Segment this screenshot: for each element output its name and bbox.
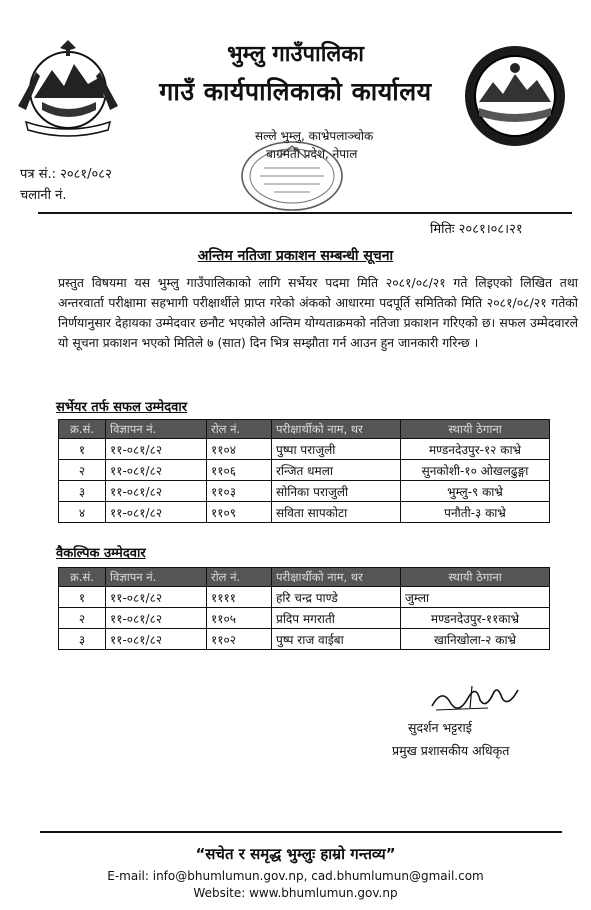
reference-number: पत्र सं.: २०८१/०८२ xyxy=(20,167,112,182)
notice-subject xyxy=(0,246,591,265)
cell-address: मण्डनदेउपुर-११काभ्रे xyxy=(401,608,550,629)
cell-ad-no: ११-०८१/८२ xyxy=(106,608,207,629)
cell-address: सुनकोशी-१० ओखलढुङ्गा xyxy=(401,460,550,481)
table-row xyxy=(59,608,550,629)
cell-roll-no: ११०५ xyxy=(207,608,272,629)
cell-ad-no: ११-०८१/८२ xyxy=(106,587,207,608)
header-divider xyxy=(38,212,572,214)
cell-sn: १ xyxy=(59,587,106,608)
cell-name: रन्जित धमला xyxy=(272,460,401,481)
cell-name: हरि चन्द्र पाण्डे xyxy=(272,587,401,608)
notice-date: मितिः २०८१।०८।२१ xyxy=(430,222,523,237)
cell-ad-no: ११-०८१/८२ xyxy=(106,629,207,650)
org-name-line2: गाउँ कार्यपालिकाको कार्यालय xyxy=(159,77,432,106)
signatory-name: सुदर्शन भट्टराई xyxy=(408,720,472,735)
cell-address: भुम्लु-९ काभ्रे xyxy=(401,481,550,502)
col-header-sn: क्र.सं. xyxy=(59,420,106,439)
col-header-ad-no: विज्ञापन नं. xyxy=(106,420,207,439)
table-header-row xyxy=(59,568,550,587)
signatory-position: प्रमुख प्रशासकीय अधिकृत xyxy=(392,743,510,758)
notice-subject-text: अन्तिम नतिजा प्रकाशन सम्बन्धी सूचना xyxy=(197,248,394,264)
cell-roll-no: ११०३ xyxy=(207,481,272,502)
alternate-candidates-table xyxy=(58,567,550,650)
cell-ad-no: ११-०८१/८२ xyxy=(106,439,207,460)
cell-ad-no: ११-०८१/८२ xyxy=(106,502,207,523)
office-stamp-seal xyxy=(238,138,346,214)
footer-slogan: “सचेत र समृद्ध भुम्लुः हाम्रो गन्तव्य” xyxy=(195,845,396,863)
cell-name: सोनिका पराजुली xyxy=(272,481,401,502)
cell-roll-no: ११०६ xyxy=(207,460,272,481)
cell-roll-no: ११११ xyxy=(207,587,272,608)
cell-roll-no: ११०२ xyxy=(207,629,272,650)
col-header-sn: क्र.सं. xyxy=(59,568,106,587)
cell-sn: ३ xyxy=(59,481,106,502)
cell-roll-no: ११०९ xyxy=(207,502,272,523)
successful-section-title: सर्भेयर तर्फ सफल उम्मेदवार xyxy=(56,400,188,415)
cell-address: खानिखोला-२ काभ्रे xyxy=(401,629,550,650)
cell-sn: २ xyxy=(59,460,106,481)
cell-name: सविता सापकोटा xyxy=(272,502,401,523)
table-row xyxy=(59,460,550,481)
table-row xyxy=(59,481,550,502)
cell-name: पुष्पा पराजुली xyxy=(272,439,401,460)
cell-name: पुष्प राज वाईबा xyxy=(272,629,401,650)
col-header-name: परीक्षार्थीको नाम, थर xyxy=(272,568,401,587)
table-row xyxy=(59,587,550,608)
handwritten-signature xyxy=(428,680,524,716)
table-header-row xyxy=(59,420,550,439)
col-header-name: परीक्षार्थीको नाम, थर xyxy=(272,420,401,439)
alternate-section-title: वैकल्पिक उम्मेदवार xyxy=(56,546,146,561)
table-row xyxy=(59,502,550,523)
address-line2: बागमती प्रदेश, नेपाल xyxy=(266,147,358,161)
cell-address: पनौती-३ काभ्रे xyxy=(401,502,550,523)
col-header-address: स्थायी ठेगाना xyxy=(401,420,550,439)
cell-address: जुम्ला xyxy=(401,587,550,608)
cell-sn: १ xyxy=(59,439,106,460)
footer-email: E-mail: info@bhumlumun.gov.np, cad.bhumlumun@gmail.com xyxy=(107,869,484,883)
footer-divider xyxy=(40,831,562,833)
table-row xyxy=(59,629,550,650)
dispatch-number: चलानी नं. xyxy=(20,188,67,203)
col-header-roll-no: रोल नं. xyxy=(207,568,272,587)
address-line1: सल्ले भुम्लु, काभ्रेपलाञ्चोक xyxy=(255,129,374,143)
cell-roll-no: ११०४ xyxy=(207,439,272,460)
cell-ad-no: ११-०८१/८२ xyxy=(106,481,207,502)
org-name-line1: भुम्लु गाउँपालिका xyxy=(227,42,364,67)
notice-body: प्रस्तुत विषयमा यस भुम्लु गाउँपालिकाको लागि सर्भेयर पदमा मिति २०८१/०८/२१ गते लिइएको लिखित तथा अन्तरवार्ता परीक्षामा सहभागी परीक्षार्थीले प्राप्त गरेको अंकको आधारमा पदपूर्ति समितिको मिति २०८१/०८/२१ गतेको निर्णयानुसार देहायका उम्मेदवार छनौट भएकोले अन्तिम योग्यताक्रमको नतिजा प्रकाशन गरिएको छ। सफल उम्मेदवारले यो सूचना प्रकाशन भएको मितिले ७ (सात) दिन भित्र सम्झौता गर्न आउन हुन जानकारी गरिन्छ । xyxy=(58,275,578,350)
cell-address: मण्डनदेउपुर-१२ काभ्रे xyxy=(401,439,550,460)
footer-website: Website: www.bhumlumun.gov.np xyxy=(193,886,398,900)
cell-name: प्रदिप मगराती xyxy=(272,608,401,629)
successful-candidates-table xyxy=(58,419,550,523)
cell-sn: ४ xyxy=(59,502,106,523)
col-header-roll-no: रोल नं. xyxy=(207,420,272,439)
col-header-ad-no: विज्ञापन नं. xyxy=(106,568,207,587)
table-row xyxy=(59,439,550,460)
cell-sn: ३ xyxy=(59,629,106,650)
cell-ad-no: ११-०८१/८२ xyxy=(106,460,207,481)
col-header-address: स्थायी ठेगाना xyxy=(401,568,550,587)
cell-sn: २ xyxy=(59,608,106,629)
